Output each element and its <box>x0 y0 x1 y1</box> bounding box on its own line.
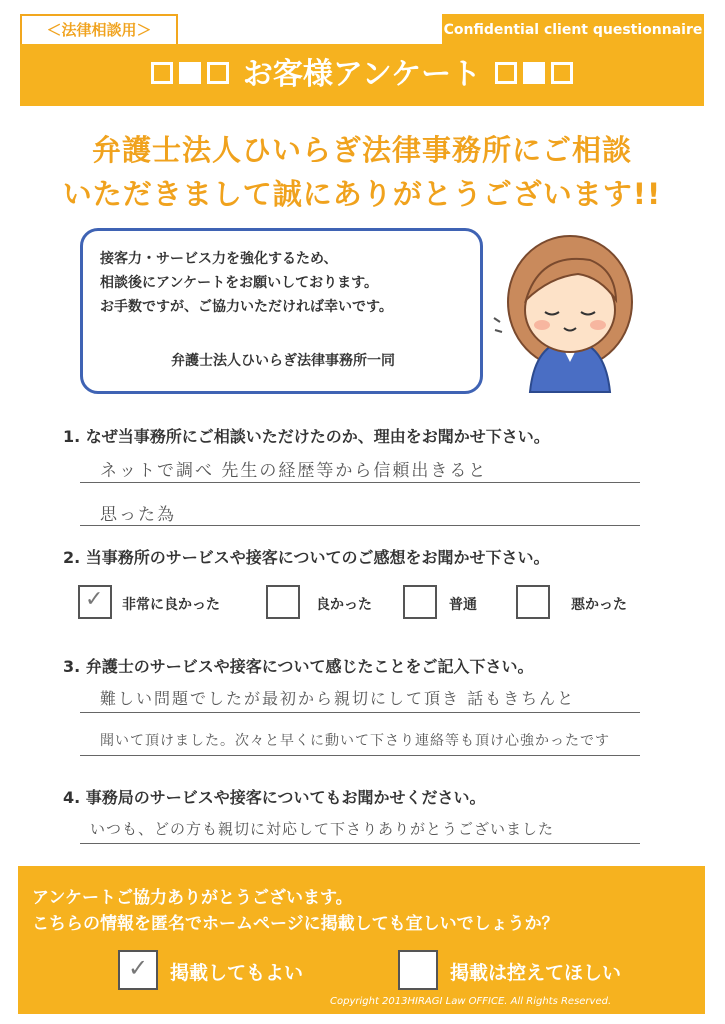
deco-square-icon <box>551 62 573 84</box>
q1-answer-line: ネットで調べ 先生の経歴等から信頼出きると <box>100 461 488 481</box>
answer-rule <box>80 482 640 483</box>
satisfaction-checkbox-poor[interactable] <box>516 585 550 619</box>
question-2: 2. 当事務所のサービスや接客についてのご感想をお聞かせ下さい。 <box>63 548 550 567</box>
answer-rule <box>80 525 640 526</box>
deco-square-icon <box>207 62 229 84</box>
satisfaction-checkbox-excellent[interactable] <box>78 585 112 619</box>
header-subtitle: Confidential client questionnaire <box>442 14 704 46</box>
question-3: 3. 弁護士のサービスや接客について感じたことをご記入下さい。 <box>63 657 534 676</box>
headline-line2: いただきまして誠にありがとうございます!! <box>62 177 662 211</box>
question-4: 4. 事務局のサービスや接客についてもお聞かせください。 <box>63 788 486 807</box>
consent-no-label: 掲載は控えてほしい <box>450 962 622 984</box>
deco-square-icon <box>495 62 517 84</box>
intro-signature: 弁護士法人ひいらぎ法律事務所一同 <box>171 353 395 369</box>
intro-line: 接客力・サービス力を強化するため、 <box>100 251 338 267</box>
headline-line1: 弁護士法人ひいらぎ法律事務所にご相談 <box>91 133 632 167</box>
option-label: 悪かった <box>571 597 627 613</box>
staff-illustration <box>490 222 650 402</box>
q1-answer-line: 思った為 <box>100 505 176 525</box>
q3-answer-line: 聞いて頂けました。次々と早くに動いて下さり連絡等も頂け心強かったです <box>100 733 610 749</box>
consent-checkbox-yes[interactable] <box>118 950 158 990</box>
consent-yes-label: 掲載してもよい <box>170 962 304 984</box>
question-1: 1. なぜ当事務所にご相談いただけたのか、理由をお聞かせ下さい。 <box>63 427 550 446</box>
q4-answer-line: いつも、どの方も親切に対応して下さりありがとうございました <box>90 820 555 838</box>
deco-square-filled-icon <box>179 62 201 84</box>
intro-line: お手数ですが、ご協力いただければ幸いです。 <box>100 299 393 315</box>
header-tag: ＜法律相談用＞ <box>20 14 178 44</box>
option-label: 普通 <box>449 597 477 613</box>
option-label: 非常に良かった <box>122 597 220 613</box>
consent-thanks: アンケートご協力ありがとうございます。 <box>32 888 353 908</box>
deco-square-filled-icon <box>523 62 545 84</box>
satisfaction-checkbox-average[interactable] <box>403 585 437 619</box>
satisfaction-checkbox-good[interactable] <box>266 585 300 619</box>
q3-answer-line: 難しい問題でしたが最初から親切にして頂き 話もきちんと <box>100 689 576 708</box>
answer-rule <box>80 712 640 713</box>
intro-text <box>100 247 470 319</box>
check-mark-icon: ✓ <box>128 954 149 982</box>
answer-rule <box>80 843 640 844</box>
answer-rule <box>80 755 640 756</box>
deco-square-icon <box>151 62 173 84</box>
consent-checkbox-no[interactable] <box>398 950 438 990</box>
option-label: 良かった <box>316 597 372 613</box>
page-title <box>20 44 704 106</box>
consent-question: こちらの情報を匿名でホームページに掲載しても宜しいでしょうか？ <box>32 914 559 934</box>
check-mark-icon: ✓ <box>85 587 104 612</box>
page-title-text: お客様アンケート <box>242 57 482 92</box>
copyright: Copyright 2013HIRAGI Law OFFICE. All Rights Reserved. <box>330 996 612 1007</box>
intro-line: 相談後にアンケートをお願いしております。 <box>100 275 379 291</box>
